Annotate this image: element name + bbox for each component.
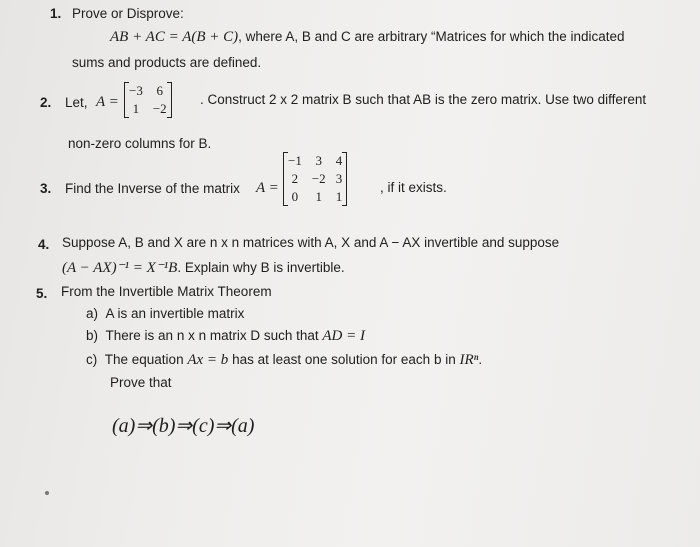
q3-matrix-cell: 2 [291, 171, 299, 186]
q3-matrix [283, 152, 347, 206]
q2-matrix-cell: 1 [132, 101, 140, 116]
q1-equation: AB + AC = A(B + C) [110, 29, 239, 45]
q5-prove: Prove that [110, 375, 172, 390]
q2-text-after: . Construct 2 x 2 matrix B such that AB is the zero matrix. Use two different [200, 92, 647, 107]
q5-title: From the Invertible Matrix Theorem [61, 284, 272, 299]
q5-item-text-after: has at least one solution for each b in [232, 352, 456, 367]
q3-text: Find the Inverse of the matrix [65, 181, 240, 196]
q2-matrix-cell: −3 [129, 83, 143, 98]
q3-text-after: , if it exists. [380, 180, 447, 195]
q2-matrix-cell: 6 [156, 83, 164, 98]
q5-item-c [86, 352, 482, 369]
q3-matrix-cell: 3 [335, 171, 343, 186]
q4-text-after: . Explain why B is invertible. [177, 260, 345, 275]
q3-lhs: A = [256, 180, 279, 196]
q4-number: 4. [38, 237, 50, 252]
q5-item-text: There is an n x n matrix D such that [105, 328, 319, 343]
page-mark [45, 491, 49, 495]
q3-matrix-cell: −1 [288, 153, 302, 168]
q4-equation: (A − AX)⁻¹ = X⁻¹B [62, 260, 178, 276]
q2-matrix-cell: −2 [152, 101, 167, 116]
q3-matrix-cell: 1 [315, 189, 323, 204]
q3-matrix-cell: 4 [335, 153, 343, 168]
q2-matrix-right-bracket [167, 82, 172, 118]
q5-item-math: Ax = b [187, 352, 229, 368]
q5-number: 5. [36, 286, 48, 301]
q3-matrix-right-bracket [342, 152, 347, 206]
q5-item-text: A is an invertible matrix [105, 306, 245, 321]
q4-line1: Suppose A, B and X are n x n matrices with A, X and A − AX invertible and suppose [62, 235, 560, 250]
q3-matrix-cell: −2 [311, 171, 326, 186]
q5-item-math: AD = I [322, 328, 366, 344]
q4-line2 [62, 258, 345, 277]
q3-matrix-cell: 1 [335, 189, 343, 204]
q5-item-end: . [478, 352, 483, 367]
q5-item-a [86, 306, 244, 321]
q1-line2: sums and products are defined. [72, 55, 262, 70]
q5-item-text: The equation [104, 352, 184, 367]
q3-matrix-cell: 0 [291, 189, 299, 204]
q2-let: Let, [65, 95, 88, 110]
q1-title: Prove or Disprove: [72, 6, 184, 21]
q2-number: 2. [40, 95, 52, 110]
q5-item-label: a) [86, 306, 99, 321]
q1-number: 1. [50, 6, 62, 21]
q5-item-b [86, 328, 365, 345]
q2-line2: non-zero columns for B. [68, 136, 212, 151]
q3-number: 3. [40, 181, 52, 196]
q5-implication-chain: (a)⇒(b)⇒(c)⇒(a) [112, 415, 255, 437]
q5-item-label: c) [86, 352, 98, 367]
q5-item-label: b) [86, 328, 99, 343]
q3-matrix-left-bracket [283, 152, 288, 206]
q5-item-math2: IRⁿ [459, 352, 479, 368]
q3-matrix-cell: 3 [315, 153, 323, 168]
q1-text-after: , where A, B and C are arbitrary “Matrices for which the indicated [238, 29, 625, 44]
q2-lhs: A = [96, 94, 119, 110]
q2-matrix [124, 82, 172, 118]
q1-statement [110, 29, 625, 46]
q2-matrix-left-bracket [124, 82, 129, 118]
